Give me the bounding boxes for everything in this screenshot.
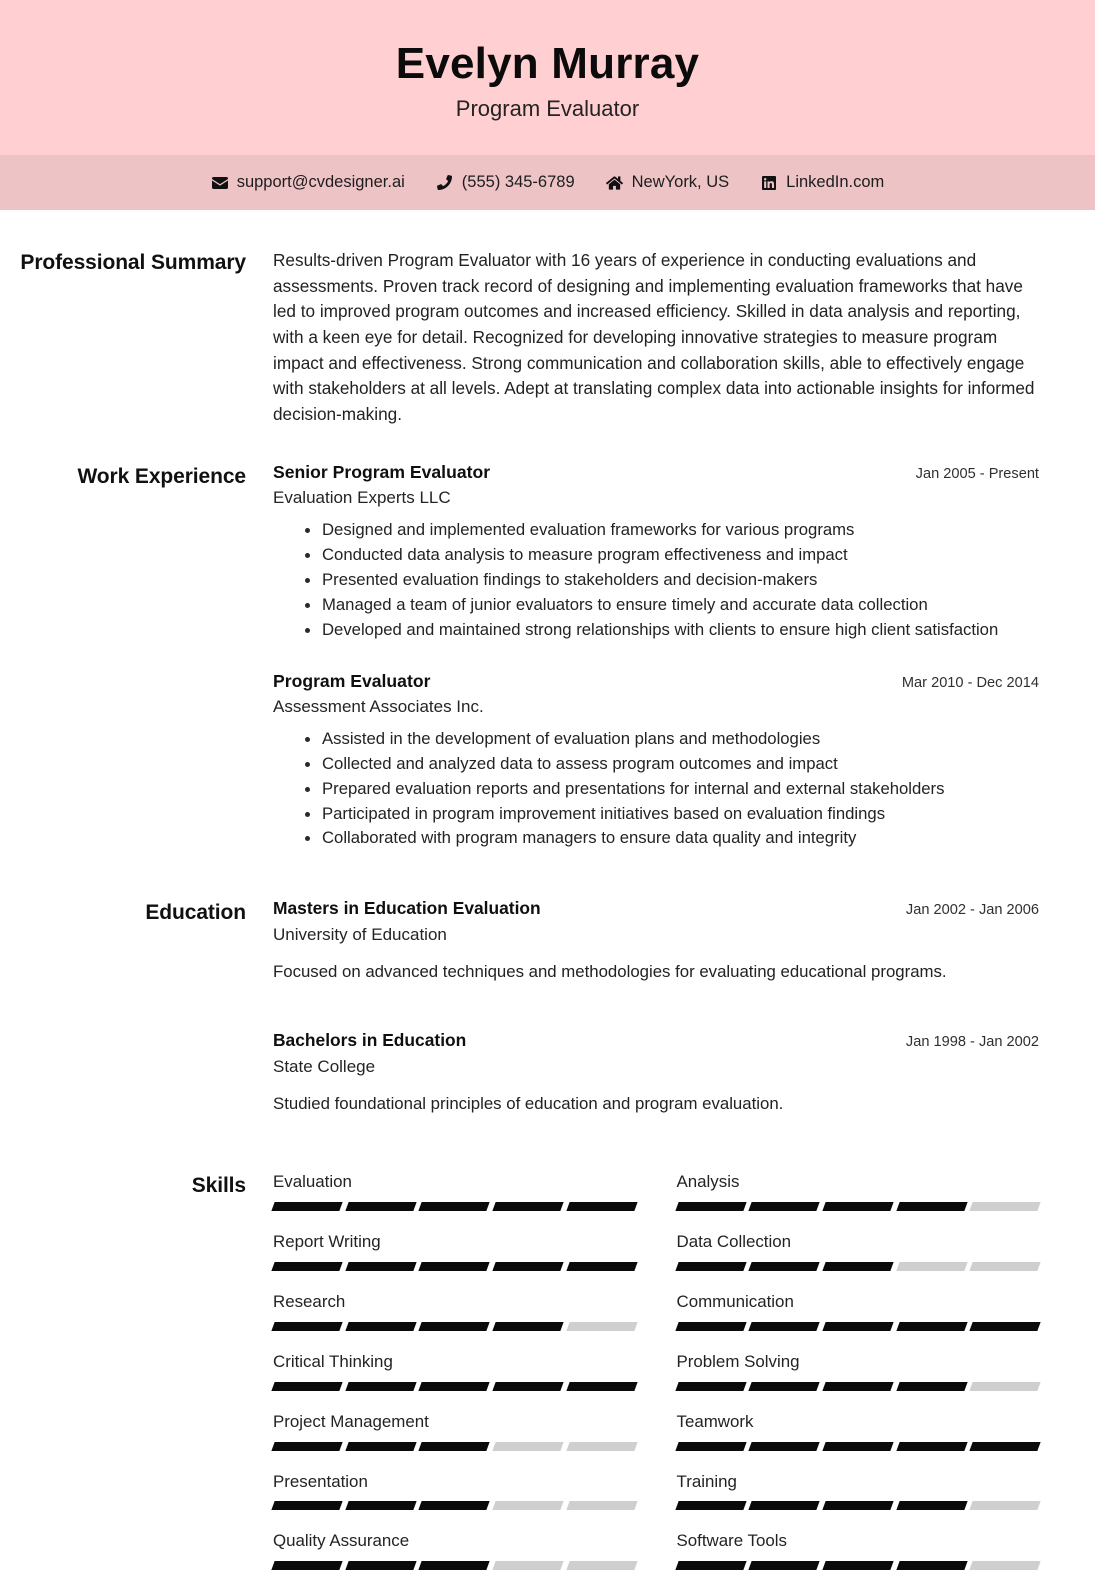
skill-name: Analysis <box>676 1171 740 1191</box>
skill-level-segment <box>492 1202 563 1211</box>
skill-level-segment <box>675 1561 746 1570</box>
contact-phone[interactable] <box>436 173 575 192</box>
work-bullet: Conducted data analysis to measure program effectiveness and impact <box>305 543 1039 568</box>
contact-email[interactable] <box>211 173 405 192</box>
skill-level-segment <box>345 1442 416 1451</box>
skill-level-segment <box>566 1561 637 1570</box>
skill-level-segment <box>822 1442 893 1451</box>
skill-name: Project Management <box>273 1411 429 1431</box>
skills-grid <box>273 1171 1039 1590</box>
skill-item <box>273 1471 636 1531</box>
skill-level-bar <box>677 1262 1040 1271</box>
skill-level-segment <box>822 1561 893 1570</box>
work-bullet: Collected and analyzed data to assess program outcomes and impact <box>305 752 1039 777</box>
education-school: State College <box>273 1057 376 1077</box>
skill-level-segment <box>675 1501 746 1510</box>
skill-level-segment <box>970 1262 1041 1271</box>
section-label-summary: Professional Summary <box>20 251 246 274</box>
skill-level-bar <box>677 1202 1040 1211</box>
skill-level-segment <box>566 1382 637 1391</box>
skill-level-segment <box>492 1322 563 1331</box>
skill-level-segment <box>492 1262 563 1271</box>
skill-level-segment <box>822 1202 893 1211</box>
section-label-work: Work Experience <box>77 465 246 489</box>
skill-level-segment <box>271 1442 342 1451</box>
skill-level-segment <box>675 1262 746 1271</box>
skill-level-segment <box>675 1382 746 1391</box>
skill-level-segment <box>419 1322 490 1331</box>
skill-level-segment <box>749 1202 820 1211</box>
skill-level-segment <box>970 1501 1041 1510</box>
skill-level-segment <box>566 1322 637 1331</box>
skill-level-segment <box>566 1202 637 1211</box>
work-bullet: Developed and maintained strong relationships with clients to ensure high client satisfaction <box>305 618 1039 643</box>
skill-name: Problem Solving <box>676 1351 800 1371</box>
skill-level-segment <box>896 1262 967 1271</box>
skill-level-bar <box>677 1501 1040 1510</box>
summary-text: Results-driven Program Evaluator with 16 years of experience in conducting evaluations and assessments. Proven track record of designing and implementing evaluation frameworks that have led to improved program outcomes and increased efficiency. Skilled in data analysis and reporting, with a keen eye for detail. Recognized for developing innovative strategies to measure program impact and effectiveness. Strong communication and collaboration skills, able to effectively engage with stakeholders at all levels. Adept at translating complex data into actionable insights for informed decision-making. <box>273 250 1035 424</box>
skill-level-segment <box>345 1501 416 1510</box>
skill-name: Evaluation <box>273 1171 352 1191</box>
skill-item <box>273 1171 636 1231</box>
skill-name: Quality Assurance <box>273 1531 410 1551</box>
skill-level-segment <box>896 1442 967 1451</box>
skill-item <box>677 1231 1040 1291</box>
skill-level-segment <box>492 1442 563 1451</box>
skill-item <box>677 1171 1040 1231</box>
candidate-name: Evelyn Murray <box>395 39 700 89</box>
skill-level-segment <box>419 1561 490 1570</box>
skill-level-segment <box>419 1202 490 1211</box>
linkedin-icon <box>760 175 778 191</box>
education-description: Studied foundational principles of education and program evaluation. <box>273 1094 784 1114</box>
skill-level-segment <box>822 1262 893 1271</box>
skill-level-segment <box>271 1202 342 1211</box>
work-company: Evaluation Experts LLC <box>273 488 451 508</box>
work-bullet: Assisted in the development of evaluation plans and methodologies <box>305 727 1039 752</box>
skill-level-segment <box>271 1501 342 1510</box>
skill-level-bar <box>677 1382 1040 1391</box>
work-job-dates: Mar 2010 - Dec 2014 <box>901 674 1039 691</box>
work-entry <box>273 462 1039 642</box>
skill-level-bar <box>273 1202 636 1211</box>
skill-level-segment <box>566 1501 637 1510</box>
skill-level-segment <box>970 1202 1041 1211</box>
work-bullet: Managed a team of junior evaluators to ensure timely and accurate data collection <box>305 593 1039 618</box>
skill-name: Communication <box>676 1291 794 1311</box>
skill-level-bar <box>273 1561 636 1570</box>
skill-level-segment <box>896 1561 967 1570</box>
candidate-job-title: Program Evaluator <box>455 95 640 121</box>
education-dates: Jan 2002 - Jan 2006 <box>905 902 1039 919</box>
skill-item <box>677 1411 1040 1471</box>
contact-phone-text: (555) 345-6789 <box>461 173 575 191</box>
skill-level-segment <box>345 1202 416 1211</box>
contact-email-text: support@cvdesigner.ai <box>236 173 405 191</box>
contact-location-text: NewYork, US <box>631 173 730 191</box>
contact-linkedin[interactable] <box>760 173 884 192</box>
skill-name: Research <box>273 1291 346 1311</box>
skill-item <box>273 1231 636 1291</box>
skill-name: Report Writing <box>273 1231 381 1251</box>
skill-item <box>273 1291 636 1351</box>
skill-level-segment <box>271 1262 342 1271</box>
section-label-skills: Skills <box>191 1173 246 1197</box>
skill-level-segment <box>749 1322 820 1331</box>
contact-linkedin-text: LinkedIn.com <box>786 173 885 191</box>
skill-level-segment <box>749 1442 820 1451</box>
education-dates: Jan 1998 - Jan 2002 <box>905 1034 1039 1051</box>
skill-level-bar <box>677 1561 1040 1570</box>
skill-level-bar <box>677 1322 1040 1331</box>
skill-level-bar <box>273 1382 636 1391</box>
skill-level-segment <box>896 1322 967 1331</box>
education-school: University of Education <box>273 925 447 945</box>
section-skills <box>0 1171 1039 1590</box>
skill-level-segment <box>271 1561 342 1570</box>
skill-level-segment <box>419 1501 490 1510</box>
section-work-experience <box>0 462 1039 851</box>
skill-level-segment <box>822 1322 893 1331</box>
skill-level-segment <box>675 1442 746 1451</box>
education-degree: Bachelors in Education <box>273 1030 467 1051</box>
skill-level-bar <box>273 1501 636 1510</box>
skill-level-segment <box>345 1382 416 1391</box>
skill-level-segment <box>419 1262 490 1271</box>
skill-level-bar <box>273 1322 636 1331</box>
section-professional-summary <box>0 248 1039 427</box>
skill-level-segment <box>419 1442 490 1451</box>
work-bullets <box>273 727 1039 851</box>
work-entry <box>273 671 1039 851</box>
work-bullet: Prepared evaluation reports and presentations for internal and external stakeholders <box>305 777 1039 802</box>
work-job-title: Program Evaluator <box>273 670 431 691</box>
skill-name: Training <box>676 1471 737 1491</box>
section-label-education: Education <box>145 901 246 925</box>
section-education <box>0 898 1039 1116</box>
skill-level-segment <box>271 1382 342 1391</box>
work-bullet: Presented evaluation findings to stakeholders and decision-makers <box>305 568 1039 593</box>
skill-item <box>273 1530 636 1590</box>
contact-location[interactable] <box>606 173 730 192</box>
work-job-title: Senior Program Evaluator <box>273 462 491 483</box>
skill-name: Presentation <box>273 1471 368 1491</box>
skill-item <box>677 1530 1040 1590</box>
work-entry-header <box>273 671 1039 693</box>
work-company: Assessment Associates Inc. <box>273 696 484 716</box>
skill-item <box>677 1471 1040 1531</box>
skill-level-bar <box>273 1442 636 1451</box>
skill-level-segment <box>271 1322 342 1331</box>
education-description: Focused on advanced techniques and methodologies for evaluating educational programs. <box>273 962 947 982</box>
skill-name: Critical Thinking <box>273 1351 393 1371</box>
work-bullet: Participated in program improvement initiatives based on evaluation findings <box>305 802 1039 827</box>
envelope-icon <box>211 175 229 191</box>
skill-item <box>677 1291 1040 1351</box>
skill-level-bar <box>677 1442 1040 1451</box>
skill-level-segment <box>749 1561 820 1570</box>
skill-level-segment <box>749 1501 820 1510</box>
skill-level-segment <box>896 1202 967 1211</box>
skill-level-segment <box>970 1442 1041 1451</box>
resume-header <box>0 0 1095 155</box>
resume-body <box>0 248 1095 1590</box>
skill-level-segment <box>675 1202 746 1211</box>
work-bullet: Collaborated with program managers to ensure data quality and integrity <box>305 826 1039 851</box>
work-bullet: Designed and implemented evaluation frameworks for various programs <box>305 518 1039 543</box>
skill-level-segment <box>345 1561 416 1570</box>
skill-name: Teamwork <box>676 1411 754 1431</box>
skill-level-segment <box>492 1501 563 1510</box>
skill-level-segment <box>822 1382 893 1391</box>
contact-bar <box>0 155 1095 210</box>
skill-level-segment <box>749 1262 820 1271</box>
skill-item <box>273 1351 636 1411</box>
skill-level-segment <box>492 1561 563 1570</box>
skill-item <box>677 1351 1040 1411</box>
skill-level-segment <box>896 1501 967 1510</box>
skill-item <box>273 1411 636 1471</box>
work-bullets <box>273 518 1039 642</box>
phone-icon <box>436 175 454 191</box>
skill-level-segment <box>492 1382 563 1391</box>
education-entry <box>273 898 1039 984</box>
education-entry-header <box>273 898 1039 920</box>
work-job-dates: Jan 2005 - Present <box>915 466 1039 483</box>
skill-level-segment <box>566 1262 637 1271</box>
education-entry <box>273 1030 1039 1116</box>
education-degree: Masters in Education Evaluation <box>273 898 541 919</box>
skill-level-segment <box>675 1322 746 1331</box>
skill-level-segment <box>419 1382 490 1391</box>
skill-level-segment <box>822 1501 893 1510</box>
home-icon <box>606 175 624 191</box>
skill-level-segment <box>970 1561 1041 1570</box>
skill-name: Software Tools <box>676 1531 787 1551</box>
skill-level-segment <box>566 1442 637 1451</box>
skill-level-segment <box>345 1262 416 1271</box>
skill-level-segment <box>749 1382 820 1391</box>
skill-level-bar <box>273 1262 636 1271</box>
education-entry-header <box>273 1030 1039 1052</box>
work-entry-header <box>273 462 1039 484</box>
skill-level-segment <box>970 1322 1041 1331</box>
skill-level-segment <box>896 1382 967 1391</box>
skill-name: Data Collection <box>676 1231 792 1251</box>
skill-level-segment <box>970 1382 1041 1391</box>
skill-level-segment <box>345 1322 416 1331</box>
